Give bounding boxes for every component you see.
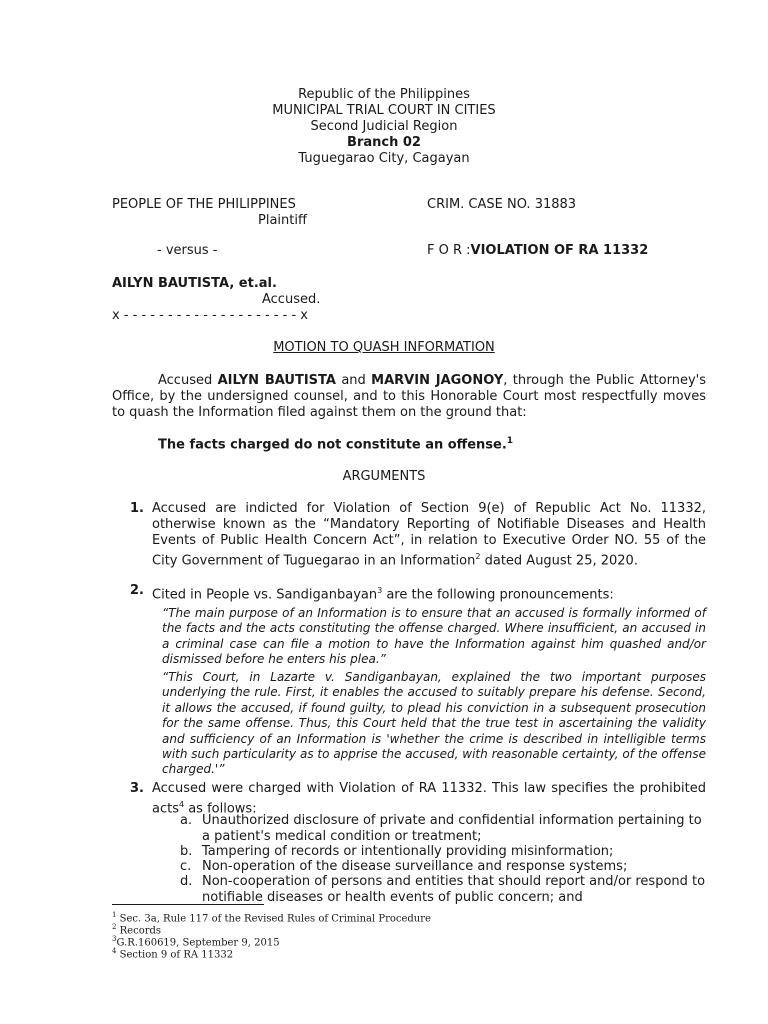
intro-paragraph: Accused AILYN BAUTISTA and MARVIN JAGONOY, through the Public Attorney's Office, by the undersigned counsel, and to this Honorable Court most respectfully moves to quash the Information filed against them on the ground that: bbox=[112, 373, 706, 420]
argument-1-number: 1. bbox=[130, 501, 144, 516]
footnote-4: $^4$ Section 9 of RA 11332 bbox=[112, 947, 234, 961]
prohibited-act-c: Non-operation of the disease surveillance and response systems; bbox=[202, 859, 628, 874]
footnote-ref-3: 3 bbox=[377, 586, 383, 595]
plaintiff-name: PEOPLE OF THE PHILIPPINES bbox=[112, 197, 296, 212]
argument-3-text: Accused were charged with Violation of RA 11332. This law specifies the prohibited acts$^4$ as follows: bbox=[152, 781, 706, 817]
versus-line: - versus - bbox=[157, 243, 218, 258]
footnote-3: $^3$G.R.160619, September 9, 2015 bbox=[112, 935, 280, 949]
plaintiff-role: Plaintiff bbox=[258, 213, 307, 228]
prohibited-act-d: Non-cooperation of persons and entities that should report and/or respond to notifiable diseases or health events of public concern; and bbox=[202, 874, 706, 905]
branch-line: Branch 02 bbox=[347, 135, 421, 150]
prohibited-act-b-letter: b. bbox=[180, 844, 193, 859]
argument-1-text: Accused are indicted for Violation of Section 9(e) of Republic Act No. 11332, otherwise known as the “Mandatory Reporting of Notifiable Diseases and Health Events of Public Health Concern Act”, in relation to Executive Order NO. 55 of the City Government of Tuguegarao in an Information$^2$ dated August 25, 2020. bbox=[152, 501, 706, 569]
footnote-1: $^1$ Sec. 3a, Rule 117 of the Revised Rules of Criminal Procedure bbox=[112, 911, 431, 925]
argument-2-number: 2. bbox=[130, 583, 144, 598]
caption-divider: x - - - - - - - - - - - - - - - - - - - - x bbox=[112, 308, 308, 323]
footnote-ref-2: 2 bbox=[475, 552, 481, 561]
city-line: Tuguegarao City, Cagayan bbox=[298, 151, 470, 166]
prohibited-act-a-letter: a. bbox=[180, 813, 193, 828]
prohibited-act-b: Tampering of records or intentionally providing misinformation; bbox=[202, 844, 614, 859]
for-label: F O R : bbox=[427, 243, 471, 258]
footnote-ref-1: 1 bbox=[506, 436, 514, 446]
argument-3-number: 3. bbox=[130, 781, 144, 796]
court-name: MUNICIPAL TRIAL COURT IN CITIES bbox=[272, 103, 496, 118]
footnote-separator bbox=[112, 904, 264, 905]
quote-main-purpose: “The main purpose of an Information is to ensure that an accused is formally informed of the facts and the acts constituting the offense charged. Where insufficient, an accused in a criminal case can file a motion to have the Information against him quashed and/or dismissed before he enters his plea.” bbox=[162, 606, 706, 667]
region-line: Second Judicial Region bbox=[310, 119, 458, 134]
offense-name: VIOLATION OF RA 11332 bbox=[470, 243, 649, 258]
argument-2-text: Cited in People vs. Sandiganbayan$^3$ are the following pronouncements: bbox=[152, 586, 614, 603]
offense-line bbox=[427, 243, 648, 259]
accused-role: Accused. bbox=[262, 292, 321, 307]
prohibited-act-a: Unauthorized disclosure of private and confidential information pertaining to a patient's medical condition or treatment; bbox=[202, 813, 702, 844]
footnote-2: $^2$ Records bbox=[112, 923, 162, 937]
arguments-heading: ARGUMENTS bbox=[342, 469, 426, 484]
quote-lazarte: “This Court, in Lazarte v. Sandiganbayan, explained the two important purposes underlying the rule. First, it enables the accused to suitably prepare his defense. Second, it allows the accused, if found guilty, to plead his conviction in a subsequent prosecution for the same offense. Thus, this Court held that the true test in ascertaining the validity and sufficiency of an Information is 'whether the crime is described in intelligible terms with such particularity as to apprise the accused, with reasonable certainty, of the offense charged.'” bbox=[162, 670, 706, 777]
footnote-ref-4: 4 bbox=[178, 800, 185, 809]
prohibited-act-d-letter: d. bbox=[180, 874, 193, 889]
accused-name-2: MARVIN JAGONOY bbox=[371, 373, 504, 388]
motion-title: MOTION TO QUASH INFORMATION bbox=[273, 340, 495, 355]
prohibited-act-c-letter: c. bbox=[180, 859, 192, 874]
ground-statement: The facts charged do not constitute an offense.$^1$ bbox=[158, 436, 514, 453]
case-number: CRIM. CASE NO. 31883 bbox=[427, 197, 577, 212]
accused-name-1: AILYN BAUTISTA bbox=[217, 373, 336, 388]
republic-line: Republic of the Philippines bbox=[298, 87, 470, 102]
accused-name: AILYN BAUTISTA, et.al. bbox=[112, 276, 277, 291]
